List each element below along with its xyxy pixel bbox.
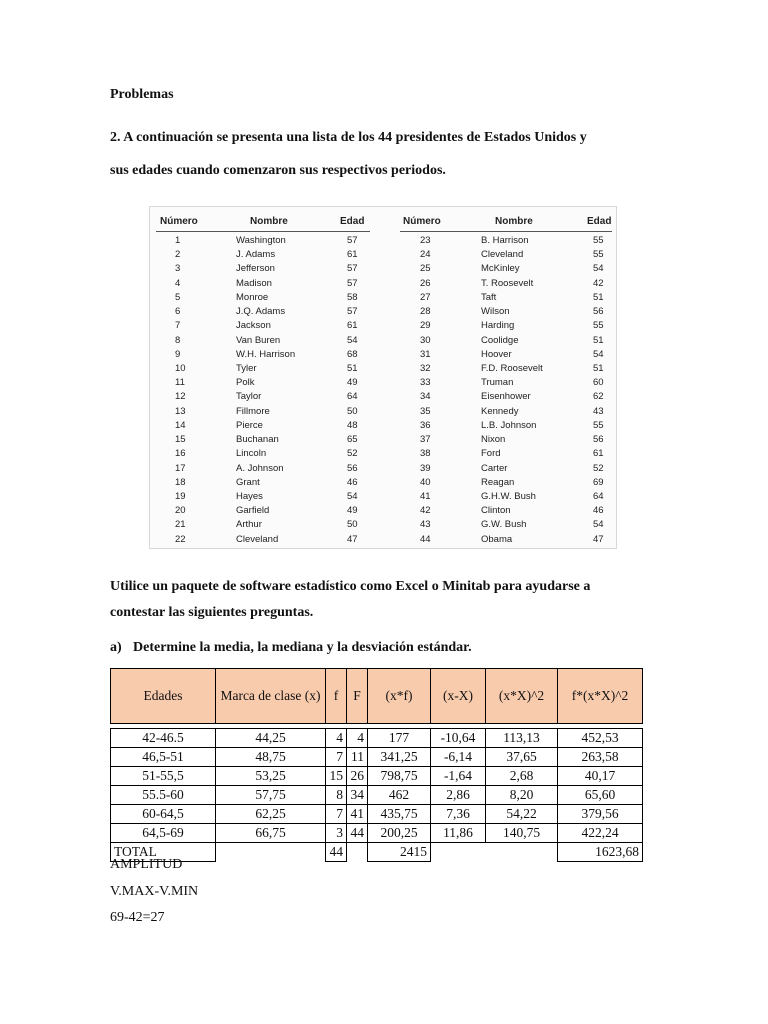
president-number: 17 [175,462,186,474]
header-f-times-deviation-squared: f*(x*X)^2 [558,669,643,724]
president-age: 56 [347,462,358,474]
president-age: 54 [593,348,604,360]
president-number: 36 [420,419,431,431]
deviation-squared: 8,20 [486,786,558,805]
president-number: 2 [175,249,181,261]
president-age: 62 [593,391,604,403]
header-nombre-right: Nombre [495,216,533,227]
president-age: 52 [593,462,604,474]
president-number: 25 [420,263,431,275]
header-edad-left: Edad [340,216,365,227]
total-empty-cell [216,843,326,862]
f-times-deviation-squared: 422,24 [558,824,643,843]
president-row [390,376,618,390]
cumulative-frequency: 4 [347,729,368,748]
president-row [150,277,380,291]
president-number: 6 [175,306,181,318]
president-number: 34 [420,391,431,403]
president-age: 69 [593,476,604,488]
age-range: 42-46.5 [111,729,216,748]
president-name: Truman [481,377,514,389]
president-age: 64 [347,391,358,403]
presidents-left-column [150,234,380,547]
age-range: 51-55,5 [111,767,216,786]
president-age: 52 [347,448,358,460]
f-times-deviation-squared: 40,17 [558,767,643,786]
deviation-squared: 140,75 [486,824,558,843]
president-number: 14 [175,419,186,431]
president-name: Taylor [236,391,262,403]
president-age: 65 [347,434,358,446]
president-age: 43 [593,405,604,417]
president-number: 20 [175,505,186,517]
deviation-squared: 2,68 [486,767,558,786]
frequency: 8 [326,786,347,805]
cumulative-frequency: 41 [347,805,368,824]
president-age: 61 [593,448,604,460]
president-number: 29 [420,320,431,332]
total-empty-cell [347,843,368,862]
class-mark: 57,75 [216,786,326,805]
president-number: 1 [175,235,181,246]
president-name: A. Johnson [236,462,284,474]
class-mark: 48,75 [216,748,326,767]
header-cumulative-f: F [347,669,368,724]
president-age: 54 [347,490,358,502]
instruction-line-2: contestar las siguientes preguntas. [110,605,314,620]
president-number: 21 [175,519,186,531]
deviation: -6,14 [431,748,486,767]
president-row [390,419,618,433]
president-age: 57 [347,277,358,289]
total-empty-cell [486,843,558,862]
president-row [390,490,618,504]
header-f: f [326,669,347,724]
president-name: J.Q. Adams [236,306,286,318]
deviation: 7,36 [431,805,486,824]
frequency-table-body [111,729,643,843]
president-name: W.H. Harrison [236,348,296,360]
president-number: 28 [420,306,431,318]
president-name: G.H.W. Bush [481,490,536,502]
frequency-table-row [111,824,643,843]
president-number: 9 [175,348,181,360]
president-number: 13 [175,405,186,417]
presidents-ages-table [149,206,617,549]
president-name: Wilson [481,306,510,318]
f-times-deviation-squared: 263,58 [558,748,643,767]
x-times-f: 435,75 [368,805,431,824]
president-row [390,462,618,476]
deviation-squared: 37,65 [486,748,558,767]
president-number: 41 [420,490,431,502]
president-name: Tyler [236,362,257,374]
frequency: 7 [326,748,347,767]
president-age: 46 [593,505,604,517]
president-age: 55 [593,320,604,332]
president-name: Grant [236,476,260,488]
president-row [390,533,618,547]
president-row [390,277,618,291]
president-name: Clinton [481,505,511,517]
president-row [150,305,380,319]
frequency-table-total-row [111,843,643,862]
president-name: Jefferson [236,263,275,275]
x-times-f: 341,25 [368,748,431,767]
president-name: J. Adams [236,249,276,261]
president-age: 49 [347,377,358,389]
president-age: 55 [593,249,604,261]
president-name: Eisenhower [481,391,531,403]
president-row [390,518,618,532]
president-age: 51 [593,334,604,346]
total-f: 44 [326,843,347,862]
age-range: 60-64,5 [111,805,216,824]
president-number: 40 [420,476,431,488]
president-name: Nixon [481,434,506,446]
frequency-table-row [111,786,643,805]
president-age: 61 [347,320,358,332]
frequency: 15 [326,767,347,786]
president-name: Garfield [236,505,270,517]
f-times-deviation-squared: 65,60 [558,786,643,805]
president-age: 57 [347,235,358,246]
president-number: 16 [175,448,186,460]
president-row [150,476,380,490]
president-number: 30 [420,334,431,346]
president-number: 8 [175,334,181,346]
total-empty-cell [431,843,486,862]
age-range: 64,5-69 [111,824,216,843]
president-age: 49 [347,505,358,517]
president-row [150,462,380,476]
president-age: 48 [347,419,358,431]
amplitud-result: 69-42=27 [110,910,165,925]
cumulative-frequency: 11 [347,748,368,767]
president-age: 60 [593,377,604,389]
president-age: 56 [593,306,604,318]
total-sum-squared: 1623,68 [558,843,643,862]
president-age: 68 [347,348,358,360]
problem-statement-line-1: 2. A continuación se presenta una lista de los 44 presidentes de Estados Unidos y [110,130,587,145]
president-row [390,405,618,419]
president-row [150,518,380,532]
president-number: 3 [175,263,181,275]
f-times-deviation-squared: 452,53 [558,729,643,748]
frequency: 4 [326,729,347,748]
header-edades: Edades [111,669,216,724]
president-age: 47 [593,533,604,545]
president-age: 46 [347,476,358,488]
x-times-f: 200,25 [368,824,431,843]
president-name: Kennedy [481,405,519,417]
president-age: 50 [347,405,358,417]
deviation: 2,86 [431,786,486,805]
president-age: 55 [593,235,604,246]
cumulative-frequency: 44 [347,824,368,843]
president-number: 35 [420,405,431,417]
president-number: 42 [420,505,431,517]
president-name: Washington [236,235,286,246]
president-age: 51 [347,362,358,374]
president-row [390,291,618,305]
president-number: 37 [420,434,431,446]
header-nombre-left: Nombre [250,216,288,227]
president-name: F.D. Roosevelt [481,362,543,374]
president-row [150,334,380,348]
president-number: 12 [175,391,186,403]
president-name: Madison [236,277,272,289]
president-number: 4 [175,277,181,289]
deviation: 11,86 [431,824,486,843]
president-number: 11 [175,377,185,389]
frequency-table-row [111,805,643,824]
problem-statement-line-2: sus edades cuando comenzaron sus respectivos periodos. [110,163,446,178]
president-name: Hoover [481,348,512,360]
president-row [150,248,380,262]
instruction-line-1: Utilice un paquete de software estadístico como Excel o Minitab para ayudarse a [110,579,591,594]
president-number: 23 [420,235,431,246]
president-age: 54 [347,334,358,346]
president-number: 10 [175,362,186,374]
header-x-times-f: (x*f) [368,669,431,724]
president-name: Polk [236,377,255,389]
deviation: -10,64 [431,729,486,748]
president-number: 31 [420,348,431,360]
header-marca-de-clase: Marca de clase (x) [216,669,326,724]
section-title: Problemas [110,87,174,102]
president-number: 18 [175,476,186,488]
president-number: 27 [420,291,431,303]
deviation: -1,64 [431,767,486,786]
president-age: 51 [593,362,604,374]
class-mark: 62,25 [216,805,326,824]
president-number: 33 [420,377,431,389]
president-number: 38 [420,448,431,460]
president-row [150,405,380,419]
president-number: 24 [420,249,431,261]
president-number: 32 [420,362,431,374]
header-numero-right: Número [403,216,441,227]
president-name: Monroe [236,291,269,303]
frequency-table-row [111,729,643,748]
president-name: Fillmore [236,405,270,417]
header-edad-right: Edad [587,216,612,227]
question-a-label: a) [110,640,122,655]
president-row [390,348,618,362]
president-name: B. Harrison [481,235,529,246]
president-name: Ford [481,448,501,460]
president-number: 44 [420,533,431,545]
deviation-squared: 54,22 [486,805,558,824]
president-name: Lincoln [236,448,267,460]
president-age: 64 [593,490,604,502]
president-row [390,234,618,248]
president-row [150,390,380,404]
president-name: T. Roosevelt [481,277,534,289]
president-number: 26 [420,277,431,289]
president-row [390,390,618,404]
total-xf: 2415 [368,843,431,862]
president-row [150,419,380,433]
cumulative-frequency: 34 [347,786,368,805]
president-row [150,490,380,504]
president-row [150,362,380,376]
president-number: 19 [175,490,186,502]
frequency: 3 [326,824,347,843]
president-row [150,348,380,362]
president-name: Carter [481,462,508,474]
president-name: Taft [481,291,497,303]
president-row [150,433,380,447]
president-name: McKinley [481,263,520,275]
president-number: 7 [175,320,181,332]
president-number: 15 [175,434,186,446]
president-row [390,305,618,319]
president-age: 51 [593,291,604,303]
president-number: 22 [175,533,186,545]
frequency: 7 [326,805,347,824]
president-name: Pierce [236,419,263,431]
president-name: Arthur [236,519,262,531]
president-row [390,248,618,262]
president-row [390,319,618,333]
president-name: Van Buren [236,334,281,346]
president-row [390,362,618,376]
president-row [150,533,380,547]
president-age: 42 [593,277,604,289]
question-a-text: Determine la media, la mediana y la desviación estándar. [133,640,472,655]
president-name: Coolidge [481,334,519,346]
president-name: G.W. Bush [481,519,527,531]
president-name: Cleveland [481,249,524,261]
president-age: 56 [593,434,604,446]
class-mark: 66,75 [216,824,326,843]
f-times-deviation-squared: 379,56 [558,805,643,824]
class-mark: 44,25 [216,729,326,748]
total-label: TOTAL [111,843,216,862]
president-age: 61 [347,249,358,261]
x-times-f: 462 [368,786,431,805]
header-deviation-squared: (x*X)^2 [486,669,558,724]
president-row [150,504,380,518]
president-row [150,319,380,333]
x-times-f: 798,75 [368,767,431,786]
president-row [150,262,380,276]
president-number: 5 [175,291,181,303]
president-name: Jackson [236,320,271,332]
header-divider-left [156,231,370,232]
president-age: 54 [593,263,604,275]
header-divider-right [400,231,612,232]
president-row [150,291,380,305]
presidents-right-column [390,234,618,547]
president-number: 43 [420,519,431,531]
president-name: Hayes [236,490,263,502]
deviation-squared: 113,13 [486,729,558,748]
cumulative-frequency: 26 [347,767,368,786]
president-row [150,447,380,461]
frequency-table [110,668,643,862]
president-name: Harding [481,320,515,332]
president-name: L.B. Johnson [481,419,537,431]
header-numero-left: Número [160,216,198,227]
age-range: 55.5-60 [111,786,216,805]
president-row [390,476,618,490]
president-row [150,234,380,248]
president-row [390,433,618,447]
president-age: 47 [347,533,358,545]
amplitud-formula: V.MAX-V.MIN [110,884,199,899]
president-row [390,504,618,518]
president-age: 50 [347,519,358,531]
president-age: 57 [347,306,358,318]
amplitud-label: AMPLITUD [110,857,183,872]
president-number: 39 [420,462,431,474]
president-name: Reagan [481,476,515,488]
president-age: 55 [593,419,604,431]
x-times-f: 177 [368,729,431,748]
president-row [390,447,618,461]
president-name: Cleveland [236,533,279,545]
president-row [390,334,618,348]
president-row [390,262,618,276]
president-age: 58 [347,291,358,303]
frequency-table-header-row [111,669,643,724]
president-age: 54 [593,519,604,531]
header-x-minus-mean: (x-X) [431,669,486,724]
age-range: 46,5-51 [111,748,216,767]
president-age: 57 [347,263,358,275]
president-name: Obama [481,533,513,545]
frequency-table-row [111,767,643,786]
frequency-table-row [111,748,643,767]
president-row [150,376,380,390]
class-mark: 53,25 [216,767,326,786]
president-name: Buchanan [236,434,279,446]
